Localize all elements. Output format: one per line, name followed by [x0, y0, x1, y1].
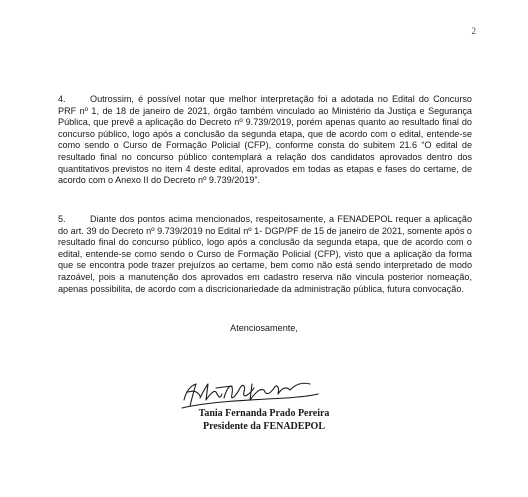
paragraph-number: 5. [58, 214, 66, 224]
paragraph-number: 4. [58, 94, 66, 104]
paragraph-5 [58, 214, 472, 295]
page-number: 2 [471, 26, 476, 36]
paragraph-text: Diante dos pontos acima mencionados, respeitosamente, a FENADEPOL requer a aplicação do art. 39 do Decreto nº 9.739/2019 no Edital nº 1- DGP/PF de 15 de janeiro de 2021, somente após o resultado final do concurso público, logo após a conclusão da segunda etapa, que de acordo com o edital, entende-se como sendo o Curso de Formação Policial (CFP), visto que a aplicação da forma que se encontra pode trazer prejuízos ao certame, bem como não está sendo interpretado de modo razoável, pois a manutenção dos aprovados em cadastro reserva não vincula posterior nomeação, apenas possibilita, de acordo com a discricionariedade da administração pública, futura convocação. [58, 214, 472, 294]
signer-title: Presidente da FENADEPOL [202, 421, 326, 432]
closing-salutation: Atenciosamente, [230, 323, 298, 333]
signer-name: Tania Fernanda Prado Pereira [198, 408, 330, 419]
paragraph-4 [58, 94, 472, 187]
paragraph-text: Outrossim, é possível notar que melhor interpretação foi a adotada no Edital do Concurso PRF nº 1, de 18 de janeiro de 2021, órgão também vinculado ao Ministério da Justiça e Segurança Pública, que prevê a aplicação do Decreto nº 9.739/2019, porém apenas quanto ao resultado final do concurso público, logo após a conclusão da segunda etapa, que de acordo com o edital, entende-se como sendo o Curso de Formação Policial (CFP), conforme consta do subitem 21.6 “O edital de resultado final no concurso público contemplará a relação dos candidatos aprovados dentro dos quantitativos previstos no item 4 deste edital, aprovados em todas as etapas e fases do certame, de acordo com o Anexo II do Decreto nº 9.739/2019”. [58, 94, 472, 186]
